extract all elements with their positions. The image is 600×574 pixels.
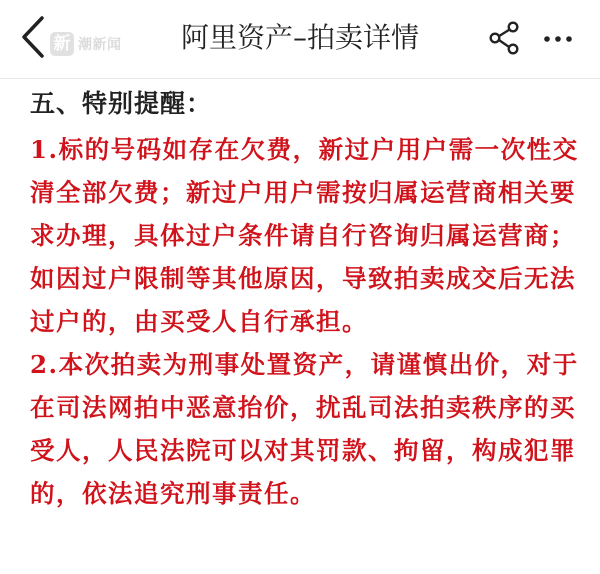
watermark-text: 潮新闻 (78, 37, 122, 53)
notice-line: 在司法网拍中恶意抬价，扰乱司法拍卖秩序的买 (30, 393, 576, 422)
notice-line: 如因过户限制等其他原因，导致拍卖成交后无法 (30, 264, 576, 293)
share-button[interactable] (484, 18, 524, 58)
notice-line: 受人，人民法院可以对其罚款、拘留，构成犯罪 (30, 436, 576, 465)
page-title: 阿里资产–拍卖详情 (180, 21, 419, 54)
top-navigation-bar (0, 0, 600, 79)
notice-item-2 (30, 343, 590, 515)
notice-line: 清全部欠费；新过户用户需按归属运营商相关要 (30, 178, 576, 207)
notice-line: 1.标的号码如存在欠费，新过户用户需一次性交 (30, 135, 579, 164)
section-heading: 五、特别提醒： (30, 89, 213, 118)
notice-line: 2.本次拍卖为刑事处置资产，请谨慎出价，对于 (30, 350, 579, 379)
more-options-button[interactable] (538, 18, 578, 58)
more-horizontal-icon (538, 18, 578, 58)
notice-line: 的，依法追究刑事责任。 (30, 479, 316, 508)
share-icon (484, 18, 524, 58)
watermark (50, 32, 122, 56)
watermark-logo: 新 (50, 32, 74, 56)
notice-item-1 (30, 128, 590, 343)
notice-line: 求办理，具体过户条件请自行咨询归属运营商； (30, 221, 576, 250)
notice-line: 过户的，由买受人自行承担。 (30, 307, 368, 336)
auction-details-content (30, 80, 590, 515)
